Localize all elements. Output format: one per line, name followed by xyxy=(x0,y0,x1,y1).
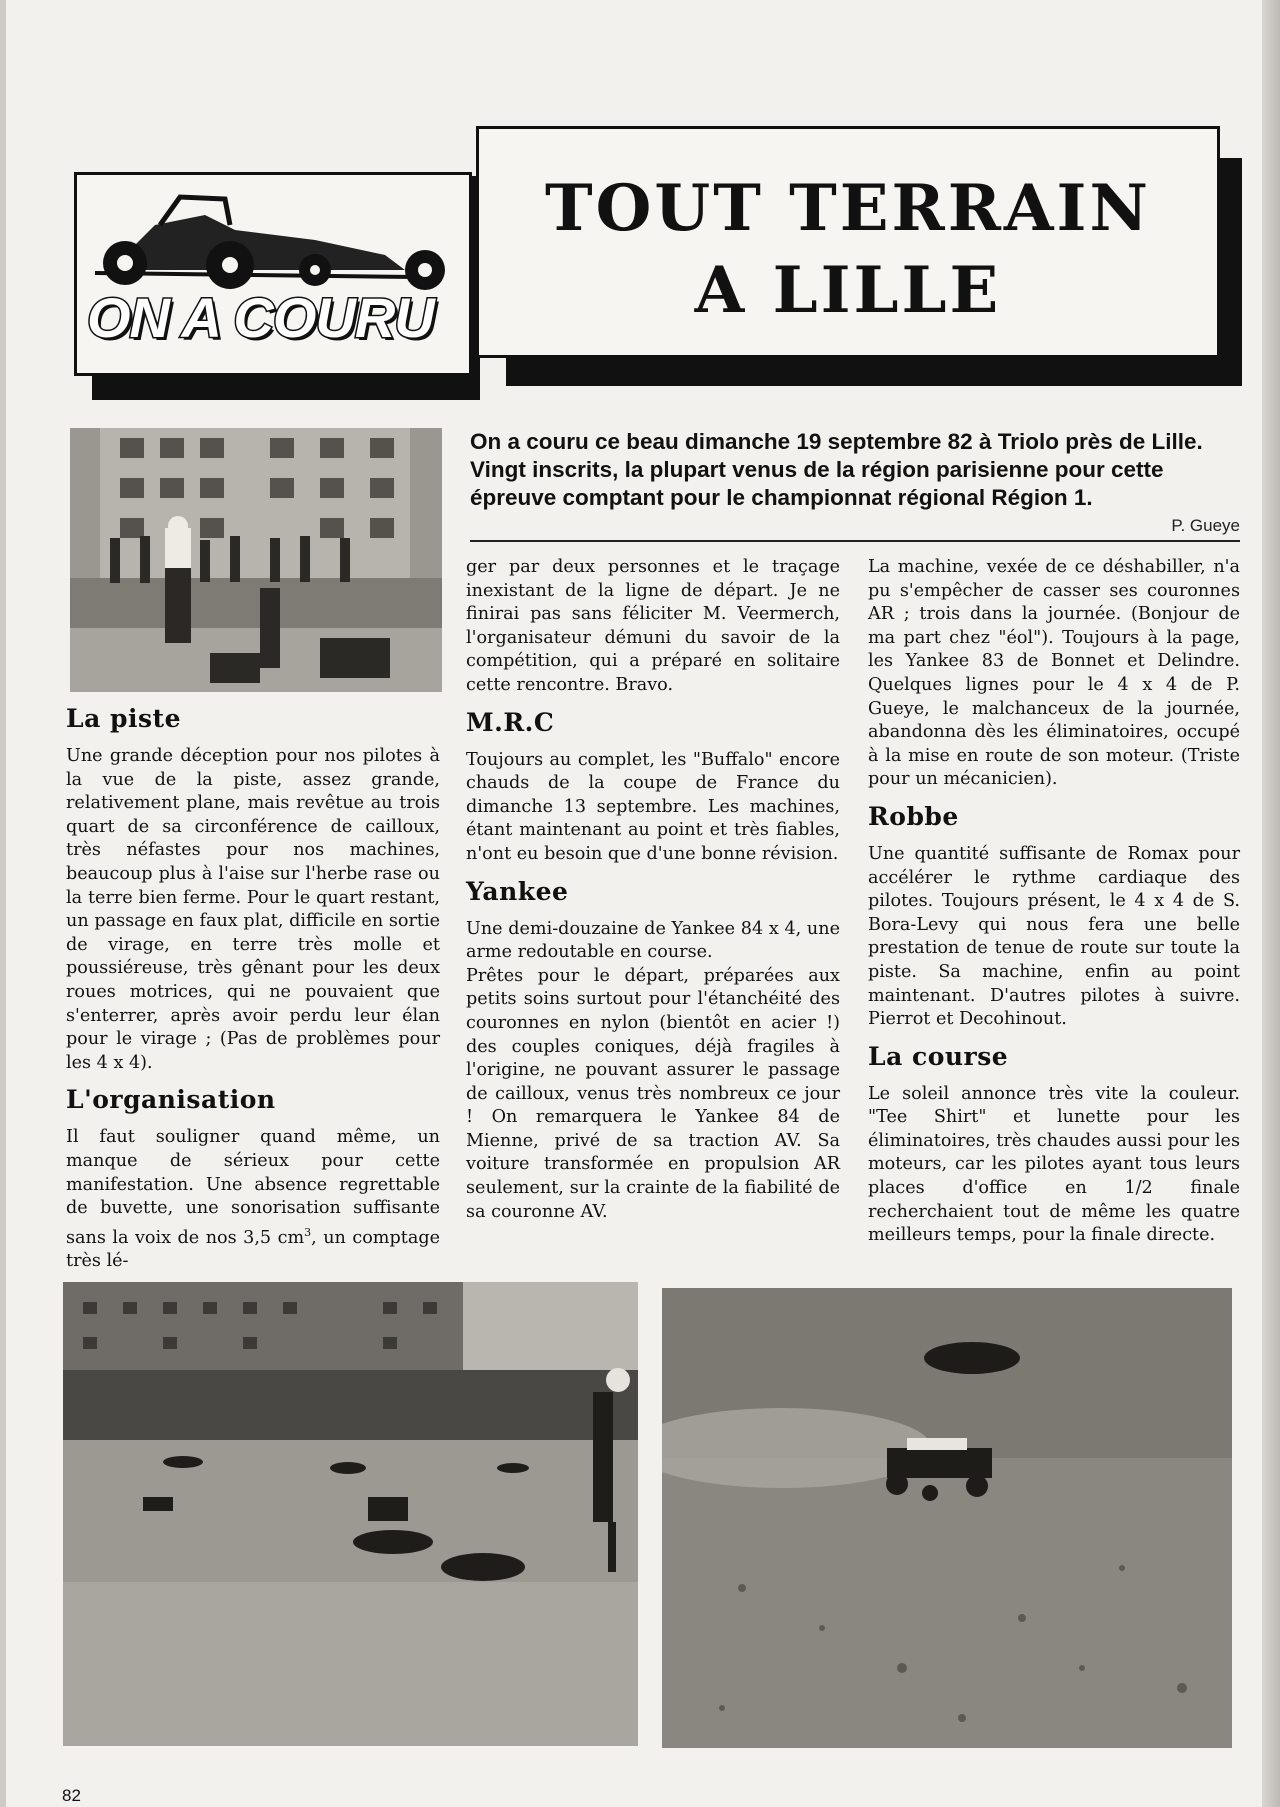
author-byline: P. Gueye xyxy=(1171,516,1240,535)
heading-organisation: L'organisation xyxy=(66,1085,276,1115)
title-line-1: TOUT TERRAIN xyxy=(545,171,1151,246)
column-2 xyxy=(466,556,840,1234)
paragraph-yankee-1: Une demi-douzaine de Yankee 84 x 4, une arme redoutable en course. xyxy=(466,918,840,963)
heading-la-course: La course xyxy=(868,1041,1009,1071)
page-right-edge xyxy=(1262,0,1280,1807)
paragraph-robbe: Une quantité suffisante de Romax pour accélérer le rythme cardiaque des pilotes. Toujours présent, le 4 x 4 de S. Bora-Levy qui nous fera une belle prestation de tenue de route sur toute la piste. Sa machine, enfin au point maintenant. D'autres pilotes à suivre. Pierrot et Decohinout. xyxy=(868,843,1240,1030)
paragraph-yankee-2: Prêtes pour le départ, préparées aux petits soins surtout pour l'étanchéité des couronnes en nylon (bientôt en acier !) des couples coniques, déjà fragiles à l'origine, ne pouvant assurer le passage de cailloux, venus très nombreux ce jour ! On remarquera le Yankee 84 de Mienne, privé de sa traction AV. Sa voiture transformée en propulsion AR seulement, sur la crainte de la fiabilité de sa couronne AV. xyxy=(466,965,840,1222)
photo-buggy-racing xyxy=(662,1288,1232,1748)
photo-track-overview xyxy=(63,1282,638,1746)
paragraph-continued-2: La machine, vexée de ce déshabiller, n'a pu s'empêcher de casser ses couronnes AR ; trois dans la journée. (Bonjour de ma part chez "éol"). Toujours à la page, les Yankee 83 de Bonnet et Delindre. Quelques lignes pour le 4 x 4 de P. Gueye, le malchanceux de la journée, abandonna dès les éliminatoires, occupé à la mise en route de son moteur. (Triste pour un mécanicien). xyxy=(868,557,1240,790)
page-number: 82 xyxy=(62,1786,81,1805)
paragraph-continued: ger par deux personnes et le traçage inexistant de la ligne de départ. Je ne finirai pas sans féliciter M. Veermerch, l'organisateur démuni du savoir de la compétition, qui a préparé en solitaire cette rencontre. Bravo. xyxy=(466,557,840,695)
badge-label: ON A COURU xyxy=(87,286,434,349)
intro-paragraph: On a couru ce beau dimanche 19 septembre 82 à Triolo près de Lille. Vingt inscrits, la plupart venus de la région parisienne pour cette épreuve comptant pour le championnat régional Région 1. xyxy=(470,429,1203,510)
heading-mrc: M.R.C xyxy=(466,707,555,737)
paragraph-mrc: Toujours au complet, les "Buffalo" encore chauds de la coupe de France du dimanche 13 septembre. Les machines, étant maintenant au point et très fiables, n'ont eu besoin que d'une bonne révision. xyxy=(466,749,840,864)
heading-la-piste: La piste xyxy=(66,704,181,733)
section-badge xyxy=(74,172,472,376)
title-box xyxy=(476,126,1220,358)
paragraph-la-piste: Une grande déception pour nos pilotes à la vue de la piste, assez grande, relativement plane, mais revêtue au trois quart de sa circonférence de cailloux, très néfastes pour nos machines, beaucoup plus à l'aise sur l'herbe rase ou la terre bien ferme. Pour le quart restant, un passage en faux plat, difficile en sortie de virage, en terre très molle et poussiéreuse, très gênant pour les deux roues motrices, qui ne pouvaient que s'enterrer, après avoir perdu leur élan pour le virage ; (Pas de problèmes pour les 4 x 4). xyxy=(66,746,440,1073)
page-left-edge xyxy=(0,0,6,1807)
heading-robbe: Robbe xyxy=(868,801,959,831)
buggy-icon xyxy=(85,185,465,295)
column-1 xyxy=(66,704,440,1284)
intro-divider xyxy=(470,540,1240,542)
column-3 xyxy=(868,556,1240,1258)
heading-yankee: Yankee xyxy=(466,876,569,906)
title-line-2: A LILLE xyxy=(694,253,1002,328)
photo-spectators xyxy=(70,428,442,692)
paragraph-la-course: Le soleil annonce très vite la couleur. "Tee Shirt" et lunette pour les éliminatoires, très chaudes aussi pour les moteurs, car les pilotes ayant tous leurs places d'office en 1/2 finale recherchaient tout de même les quatre meilleurs temps, pour la finale directe. xyxy=(868,1083,1240,1246)
paragraph-organisation: Il faut souligner quand même, un manque de sérieux pour cette manifestation. Une absence regrettable de buvette, une sonorisation suffisante sans la voix de nos 3,5 $cm^3$, un comptage très lé- xyxy=(66,1127,440,1272)
